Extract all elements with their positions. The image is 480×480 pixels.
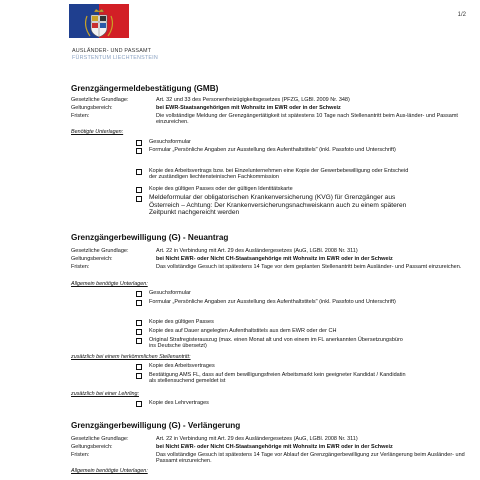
liechtenstein-crest-logo [69, 4, 129, 42]
checkbox[interactable] [136, 300, 142, 306]
issuing-office [72, 48, 158, 61]
checkbox[interactable] [136, 291, 142, 297]
row-value: Die vollständige Meldung der Grenzgängertätigkeit ist spätestens 10 Tage nach Stellenantritt beim Aus-länder- und Passamt einzureichen. [156, 113, 458, 126]
checkbox[interactable] [136, 196, 142, 202]
row-label: Geltungsbereich: [71, 444, 113, 450]
checklist-item: Gesuchsformular [149, 139, 191, 145]
extra-documents-heading: zusätzlich bei einem herkömmlichen Stellenantritt: [71, 354, 191, 360]
checklist-item: Meldeformular der obligatorischen Krankenversicherung (KVG) für Grenzgänger aus Österreich – Achtung: Der Krankenversicherungsnachweiskann auch zu einem späteren Zeitpunkt nachgereicht werden [149, 194, 407, 217]
checklist-item: Kopie des Arbeitsvertrags bzw. bei Einzelunternehmen eine Kopie der Gewerbebewilligung oder Entscheid der zuständigen liechtensteinischen Fachkommission [149, 168, 409, 181]
row-label: Fristen: [71, 452, 90, 458]
section-title-g-new: Grenzgängerbewilligung (G) - Neuantrag [71, 233, 229, 242]
row-value: bei Nicht EWR- oder Nicht CH-Staatsangehörige mit Wohnsitz im EWR oder in der Schweiz [156, 444, 393, 450]
office-name: AUSLÄNDER- UND PASSAMT [72, 48, 152, 54]
checklist-item: Original Strafregisterauszug (max. einen Monat alt und von einem im FL anerkannten Übersetzungsbüro ins Deutsche übersetzt) [149, 337, 403, 350]
checklist-item: Bestätigung AMS FL, dass auf dem bewilligungsfreien Arbeitsmarkt kein geeigneter Kandidat / Kandidatin als stellensuchend gemeldet ist [149, 372, 406, 385]
checklist-item: Gesuchsformular [149, 290, 191, 296]
checkbox[interactable] [136, 140, 142, 146]
row-label: Gesetzliche Grundlage: [71, 436, 129, 442]
checklist-item: Formular „Persönliche Angaben zur Ausstellung des Aufenthaltstitels" (inkl. Passfoto und Unterschrift) [149, 147, 396, 153]
checkbox[interactable] [136, 169, 142, 175]
section-title-g-renewal: Grenzgängerbewilligung (G) - Verlängerung [71, 421, 241, 430]
row-value: Das vollständige Gesuch ist spätestens 14 Tage vor Ablauf der Grenzgängerbewilligung zur Verlängerung beim Ausländer- und Passamt einzureichen. [156, 452, 465, 465]
row-value: bei Nicht EWR- oder Nicht CH-Staatsangehörige mit Wohnsitz im EWR oder in der Schweiz [156, 256, 393, 262]
checkbox[interactable] [136, 329, 142, 335]
required-documents-heading: Allgemein benötigte Unterlagen: [71, 281, 148, 287]
checklist-item: Kopie des gültigen Passes [149, 319, 214, 325]
row-value: Das vollständige Gesuch ist spätestens 14 Tage vor dem geplanten Stellenantritt beim Ausländer- und Passamt einzureichen. [156, 264, 462, 270]
row-value: Art. 22 in Verbindung mit Art. 29 des Ausländergesetzes (AuG, LGBl. 2008 Nr. 311) [156, 248, 358, 254]
row-label: Gesetzliche Grundlage: [71, 97, 129, 103]
section-title-gmb: Grenzgängermeldebestätigung (GMB) [71, 84, 219, 93]
checkbox[interactable] [136, 401, 142, 407]
row-label: Fristen: [71, 113, 90, 119]
checkbox[interactable] [136, 320, 142, 326]
checkbox[interactable] [136, 187, 142, 193]
row-label: Geltungsbereich: [71, 105, 113, 111]
row-value: bei EWR-Staatsangehörigen mit Wohnsitz im EWR oder in der Schweiz [156, 105, 341, 111]
checkbox[interactable] [136, 338, 142, 344]
required-documents-heading: Allgemein benötigte Unterlagen: [71, 468, 148, 474]
row-label: Geltungsbereich: [71, 256, 113, 262]
checklist-item: Kopie des Arbeitsvertrages [149, 363, 215, 369]
required-documents-heading: Benötigte Unterlagen: [71, 129, 124, 135]
row-label: Gesetzliche Grundlage: [71, 248, 129, 254]
extra-documents-heading: zusätzlich bei einer Lehrling: [71, 391, 140, 397]
checklist-item: Kopie des Lehrvertrages [149, 400, 209, 406]
checkbox[interactable] [136, 373, 142, 379]
checkbox[interactable] [136, 148, 142, 154]
page-number: 1/2 [457, 12, 466, 18]
row-value: Art. 22 in Verbindung mit Art. 29 des Ausländergesetzes (AuG, LGBl. 2008 Nr. 311) [156, 436, 358, 442]
row-label: Fristen: [71, 264, 90, 270]
checklist-item: Formular „Persönliche Angaben zur Ausstellung des Aufenthaltstitels" (inkl. Passfoto und Unterschrift) [149, 299, 396, 305]
checkbox[interactable] [136, 364, 142, 370]
checklist-item: Kopie des auf Dauer angelegten Aufenthaltstitels aus dem EWR oder der CH [149, 328, 337, 334]
row-value: Art. 32 und 33 des Personenfreizügigkeitsgesetzes (PFZG, LGBl. 2009 Nr. 348) [156, 97, 350, 103]
office-country: FÜRSTENTUM LIECHTENSTEIN [72, 54, 158, 61]
checklist-item: Kopie des gültigen Passes oder der gültigen Identitätskarte [149, 186, 293, 192]
